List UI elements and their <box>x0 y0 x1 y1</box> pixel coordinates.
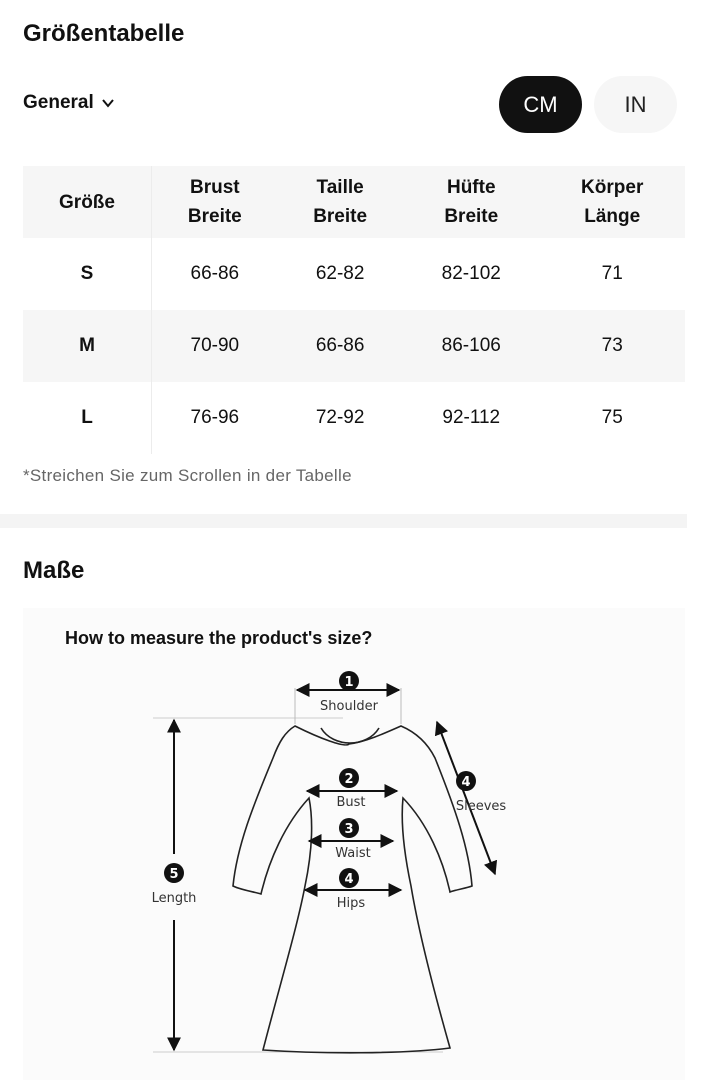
cell-size: M <box>23 310 152 382</box>
table-header-row <box>23 166 685 238</box>
unit-in-button[interactable]: IN <box>594 76 677 133</box>
cell-length: 71 <box>601 263 623 284</box>
cell-hips: 86-106 <box>441 335 501 356</box>
cell-bust: 70-90 <box>190 335 240 356</box>
size-table <box>23 166 685 454</box>
svg-text:2: 2 <box>344 772 354 787</box>
table-row <box>23 238 685 310</box>
column-header-bust: Brust Breite <box>187 177 242 227</box>
hips-badge <box>339 868 359 888</box>
category-dropdown[interactable] <box>23 92 116 114</box>
column-header-size: Größe <box>23 166 152 238</box>
sleeves-badge <box>456 771 476 791</box>
svg-text:4: 4 <box>344 872 354 887</box>
cell-length: 73 <box>601 335 623 356</box>
cell-length: 75 <box>601 407 623 428</box>
measurement-heading: How to measure the product's size? <box>65 628 373 648</box>
section-divider <box>0 514 687 528</box>
svg-text:3: 3 <box>344 822 354 837</box>
cell-hips: 82-102 <box>441 263 501 284</box>
bust-label: Bust <box>336 795 366 810</box>
svg-text:4: 4 <box>461 775 471 790</box>
column-header-length: Körper Länge <box>581 177 644 227</box>
unit-toggle <box>499 76 677 133</box>
cell-hips: 92-112 <box>442 407 501 428</box>
column-header-waist: Taille Breite <box>313 177 368 227</box>
measurement-guide <box>23 608 685 1080</box>
column-header-hips: Hüfte Breite <box>444 177 499 227</box>
length-label: Length <box>151 891 197 906</box>
cell-bust: 66-86 <box>190 263 240 284</box>
page-title: Größentabelle <box>23 20 185 47</box>
table-row <box>23 310 685 382</box>
hips-label: Hips <box>336 896 366 911</box>
sleeves-label: Sleeves <box>455 799 507 814</box>
cell-waist: 66-86 <box>315 335 365 356</box>
length-badge <box>164 863 184 883</box>
svg-text:1: 1 <box>344 675 354 690</box>
waist-badge <box>339 818 359 838</box>
dress-diagram <box>23 608 685 1080</box>
category-label: General <box>23 92 94 113</box>
unit-cm-button[interactable]: CM <box>499 76 582 133</box>
shoulder-badge <box>339 671 359 691</box>
cell-bust: 76-96 <box>190 407 240 428</box>
waist-label: Waist <box>335 846 371 861</box>
table-row <box>23 382 685 454</box>
cell-size: S <box>23 238 152 310</box>
chevron-down-icon <box>100 95 116 111</box>
bust-badge <box>339 768 359 788</box>
cell-waist: 62-82 <box>315 263 365 284</box>
cell-size: L <box>23 382 152 454</box>
shoulder-label: Shoulder <box>320 699 378 714</box>
measurements-title: Maße <box>23 557 85 584</box>
cell-waist: 72-92 <box>315 407 365 428</box>
scroll-hint: *Streichen Sie zum Scrollen in der Tabelle <box>23 466 352 485</box>
svg-text:5: 5 <box>169 867 179 882</box>
